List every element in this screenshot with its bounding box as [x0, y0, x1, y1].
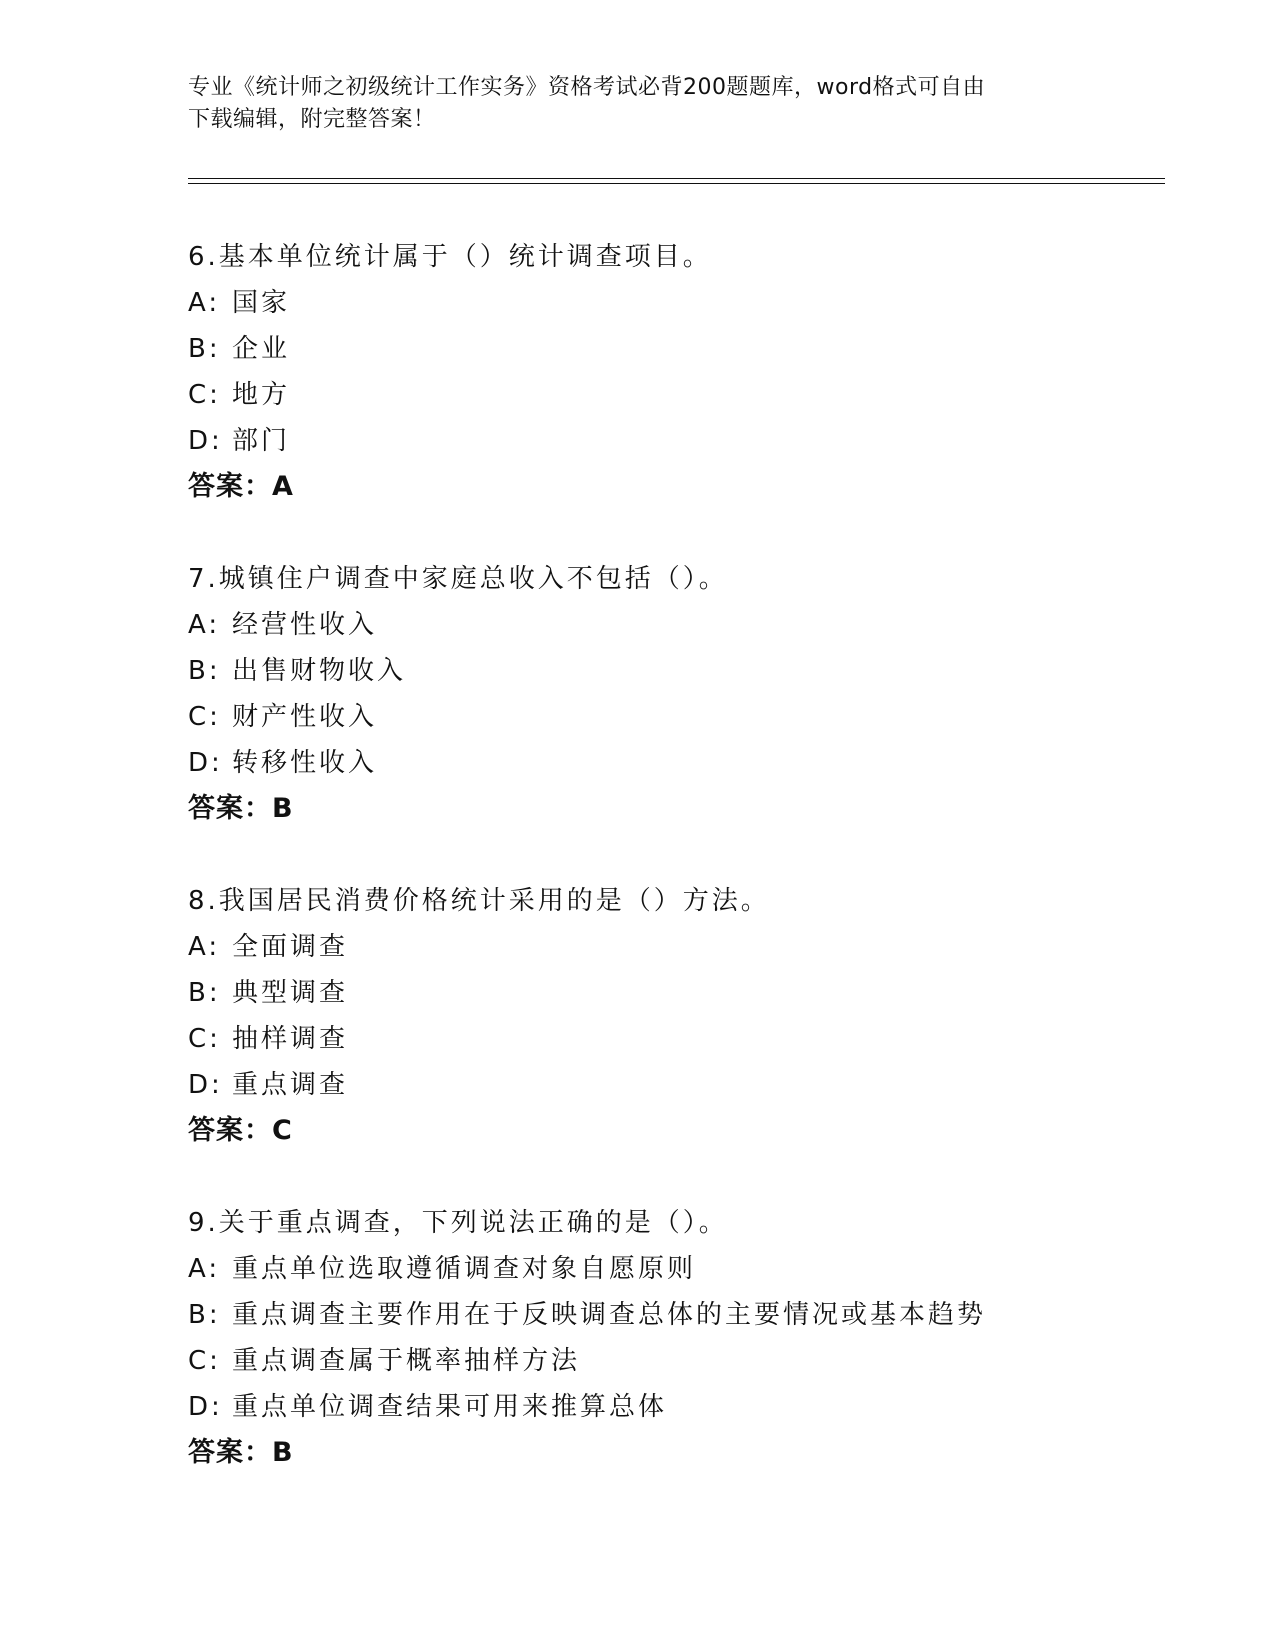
header-line-1: 专业《统计师之初级统计工作实务》资格考试必背200题题库，word格式可自由	[188, 75, 986, 100]
option-text: 全面调查	[232, 932, 349, 962]
option-key: D:	[188, 1070, 223, 1100]
question-6	[188, 234, 1168, 556]
option-a	[188, 602, 1168, 648]
option-key: C:	[188, 1024, 221, 1054]
question-stem: 9.关于重点调查，下列说法正确的是（）。	[188, 1208, 728, 1238]
answer-line: 答案：A	[188, 471, 294, 502]
option-key: D:	[188, 426, 223, 456]
document-header	[188, 72, 1088, 136]
option-key: A:	[188, 610, 221, 640]
option-text: 典型调查	[232, 978, 349, 1008]
option-key: C:	[188, 1346, 221, 1376]
option-c	[188, 372, 1168, 418]
option-text: 地方	[232, 380, 291, 410]
option-key: B:	[188, 334, 221, 364]
option-d	[188, 1384, 1168, 1430]
option-key: D:	[188, 748, 223, 778]
option-b	[188, 970, 1168, 1016]
answer-line: 答案：B	[188, 1437, 294, 1468]
option-text: 重点调查属于概率抽样方法	[232, 1346, 581, 1376]
header-divider-bottom	[188, 183, 1165, 184]
question-stem: 8.我国居民消费价格统计采用的是（）方法。	[188, 886, 770, 916]
option-key: B:	[188, 978, 221, 1008]
option-d	[188, 418, 1168, 464]
option-text: 转移性收入	[232, 748, 378, 778]
option-a	[188, 280, 1168, 326]
question-stem: 7.城镇住户调查中家庭总收入不包括（）。	[188, 564, 728, 594]
option-key: B:	[188, 1300, 221, 1330]
option-key: A:	[188, 932, 221, 962]
question-7	[188, 556, 1168, 878]
option-a	[188, 1246, 1168, 1292]
option-a	[188, 924, 1168, 970]
header-divider-top	[188, 178, 1165, 179]
option-text: 出售财物收入	[232, 656, 407, 686]
option-c	[188, 694, 1168, 740]
option-key: C:	[188, 380, 221, 410]
option-text: 部门	[232, 426, 291, 456]
option-text: 抽样调查	[232, 1024, 349, 1054]
option-text: 重点单位调查结果可用来推算总体	[232, 1392, 668, 1422]
option-d	[188, 1062, 1168, 1108]
header-line-2: 下载编辑，附完整答案！	[188, 107, 436, 132]
option-text: 国家	[232, 288, 291, 318]
option-c	[188, 1016, 1168, 1062]
option-key: A:	[188, 288, 221, 318]
option-b	[188, 326, 1168, 372]
option-b	[188, 648, 1168, 694]
option-text: 企业	[232, 334, 291, 364]
question-stem: 6.基本单位统计属于（）统计调查项目。	[188, 242, 712, 272]
question-8	[188, 878, 1168, 1200]
option-key: C:	[188, 702, 221, 732]
answer-line: 答案：C	[188, 1115, 293, 1146]
option-key: B:	[188, 656, 221, 686]
option-c	[188, 1338, 1168, 1384]
option-text: 财产性收入	[232, 702, 378, 732]
option-d	[188, 740, 1168, 786]
answer-line: 答案：B	[188, 793, 294, 824]
option-b	[188, 1292, 1168, 1338]
question-9	[188, 1200, 1168, 1522]
option-text: 经营性收入	[232, 610, 378, 640]
option-key: A:	[188, 1254, 221, 1284]
option-text: 重点调查主要作用在于反映调查总体的主要情况或基本趋势	[232, 1300, 987, 1330]
option-text: 重点单位选取遵循调查对象自愿原则	[232, 1254, 697, 1284]
question-list	[188, 234, 1168, 1522]
option-key: D:	[188, 1392, 223, 1422]
option-text: 重点调查	[232, 1070, 349, 1100]
